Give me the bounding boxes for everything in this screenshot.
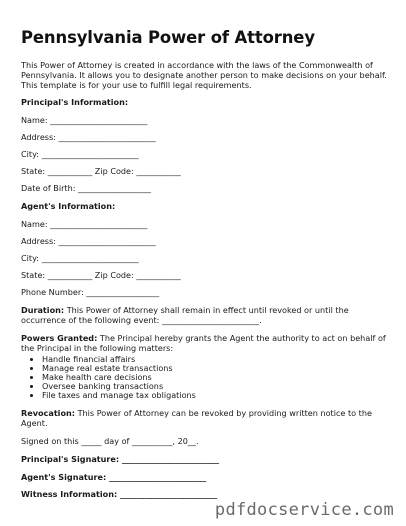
powers-label: Powers Granted: [21,333,98,343]
witness-information-line: Witness Information: ________________________ [21,489,218,499]
powers-list [21,355,389,400]
revocation-label: Revocation: [21,408,76,418]
agent-phone-field: Phone Number: __________________ [21,287,160,297]
principal-city-field: City: ________________________ [21,149,139,159]
agent-address-field: Address: ________________________ [21,236,156,246]
principal-state-zip-field: State: ___________ Zip Code: ___________ [21,166,181,176]
agent-name-field: Name: ________________________ [21,219,148,229]
duration-label: Duration: [21,305,65,315]
agent-state-zip-field: State: ___________ Zip Code: ___________ [21,270,181,280]
principal-heading: Principal's Information: [21,97,129,107]
duration-text: This Power of Attorney shall remain in effect until revoked or until the occurrence of the following event: ________________________. [21,305,349,325]
agent-city-field: City: ________________________ [21,253,139,263]
document-title: Pennsylvania Power of Attorney [21,28,315,47]
principal-name-field: Name: ________________________ [21,115,148,125]
document-page [21,28,389,499]
agent-heading: Agent's Information: [21,201,116,211]
principal-address-field: Address: ________________________ [21,132,156,142]
powers-paragraph [21,333,389,353]
revocation-text: This Power of Attorney can be revoked by providing written notice to the Agent. [21,408,372,428]
list-item: • File taxes and manage tax obligations [42,391,389,400]
list-item: • Oversee banking transactions [42,382,389,391]
revocation-paragraph [21,408,389,428]
powers-text: The Principal hereby grants the Agent the authority to act on behalf of the Principal in the following matters: [21,333,386,353]
list-item: • Make health care decisions [42,373,389,382]
agent-signature-line: Agent's Signature: ________________________ [21,472,207,482]
signed-on-line: Signed on this _____ day of __________, 20__. [21,436,199,446]
principal-signature-line: Principal's Signature: ________________________ [21,454,220,464]
duration-paragraph [21,305,389,325]
intro-paragraph: This Power of Attorney is created in accordance with the laws of the Commonwealth of Pennsylvania. It allows you to designate another person to make decisions on your behalf. This template is for your use to fulfill legal requirements. [21,60,387,90]
watermark: pdfdocservice.com [214,500,394,520]
principal-dob-field: Date of Birth: __________________ [21,183,151,193]
list-item: • Manage real estate transactions [42,364,389,373]
list-item: • Handle financial affairs [42,355,389,364]
